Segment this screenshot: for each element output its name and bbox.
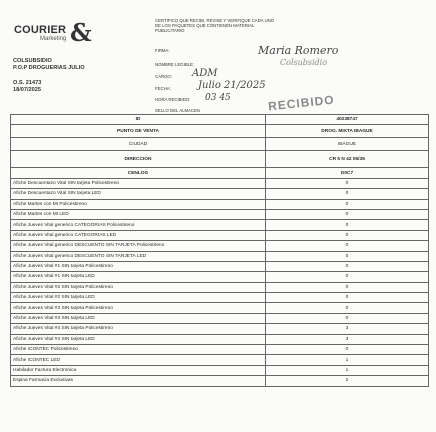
item-qty: 0 bbox=[266, 272, 429, 282]
fecha-label: FECHA: bbox=[155, 86, 171, 91]
row-direccion bbox=[11, 151, 429, 168]
item-name: Afiche Jueves Vital generico CATEGORIAS LED bbox=[11, 230, 266, 240]
table-row bbox=[11, 365, 429, 375]
dir-value: CR 5 N 42 05/36 bbox=[266, 151, 429, 168]
nombre-label: NOMBRE LEGIBLE: bbox=[155, 62, 195, 67]
item-qty: 3 bbox=[266, 334, 429, 344]
item-qty: 0 bbox=[266, 261, 429, 271]
table-row bbox=[11, 282, 429, 292]
order-info bbox=[13, 58, 85, 94]
table-row bbox=[11, 209, 429, 219]
item-name: Espina Farmacia Exclusivas bbox=[11, 376, 266, 386]
item-name: Afiche ICONTEC LED bbox=[11, 355, 266, 365]
table-row bbox=[11, 261, 429, 271]
cenlog-value: D0C7 bbox=[266, 168, 429, 178]
item-name: Afiche Descuentazo Vital SIN tarjeta LED bbox=[11, 189, 266, 199]
handwritten-signature: Maria Romero bbox=[258, 44, 339, 57]
item-qty: 1 bbox=[266, 365, 429, 375]
row-punto-venta bbox=[11, 125, 429, 138]
item-name: Afiche Jueves Vital generico CATEGORIAS Policestireno bbox=[11, 220, 266, 230]
table-row bbox=[11, 345, 429, 355]
stamp-colsubsidio: Colsubsidio bbox=[280, 58, 328, 67]
item-qty: 0 bbox=[266, 282, 429, 292]
cenlog-label: CENLOG bbox=[11, 168, 266, 178]
firma-label: FIRMA: bbox=[155, 48, 170, 53]
project-name: P.O.P DROGUERIAS JULIO bbox=[13, 65, 85, 71]
ciudad-label: CIUDAD bbox=[11, 138, 266, 151]
table-row bbox=[11, 189, 429, 199]
table-row bbox=[11, 220, 429, 230]
item-name: Afiche Jueves Vital #4 SIN tarjeta Policestireno bbox=[11, 324, 266, 334]
item-name: Afiche Jueves Vital #2 SIN tarjeta Policestireno bbox=[11, 282, 266, 292]
ciudad-value: IBAGUE bbox=[266, 138, 429, 151]
certificate-text: CERTIFICO QUE RECIBI, REVISE Y VERIFIQUE CADA UNO DE LOS PAQUETES QUE CONTIENEN MATERIAL PUBLICITARIO bbox=[155, 18, 275, 34]
courier-logo bbox=[14, 18, 92, 47]
item-qty: 0 bbox=[266, 303, 429, 313]
item-qty: 1 bbox=[266, 355, 429, 365]
pv-value: DROG. MIXTA IBAGUE bbox=[266, 125, 429, 138]
item-qty: 2 bbox=[266, 376, 429, 386]
id-value: 40238747 bbox=[266, 115, 429, 125]
item-qty: 0 bbox=[266, 313, 429, 323]
table-row bbox=[11, 324, 429, 334]
table-row bbox=[11, 272, 429, 282]
table-row bbox=[11, 293, 429, 303]
table-row bbox=[11, 241, 429, 251]
order-date: 18/07/2025 bbox=[13, 87, 41, 93]
logo-sub: Marketing bbox=[40, 36, 67, 42]
item-qty: 0 bbox=[266, 178, 429, 188]
table-row bbox=[11, 303, 429, 313]
hora-label: HORA RECIBIDO: bbox=[155, 97, 191, 102]
item-qty: 0 bbox=[266, 241, 429, 251]
item-name: Afiche Jueves Vital #1 SIN tarjeta LED bbox=[11, 272, 266, 282]
table-row bbox=[11, 230, 429, 240]
item-qty: 0 bbox=[266, 199, 429, 209]
table-row bbox=[11, 251, 429, 261]
item-name: Afiche Jueves Vital #4 SIN tarjeta LED bbox=[11, 334, 266, 344]
item-name: Afiche Descuentazo Vital SIN tarjeta Policestireno bbox=[11, 178, 266, 188]
item-name: Afiche Jueves Vital generico DESCUENTO SIN TARJETA LED bbox=[11, 251, 266, 261]
handwritten-hora: 03 45 bbox=[205, 93, 231, 103]
cargo-label: CARGO: bbox=[155, 74, 172, 79]
logo-ampersand: & bbox=[70, 18, 92, 47]
item-name: Habilador Factura Electronica bbox=[11, 365, 266, 375]
item-qty: 3 bbox=[266, 324, 429, 334]
table-row bbox=[11, 334, 429, 344]
item-qty: 0 bbox=[266, 209, 429, 219]
item-name: Afiche Jueves Vital #3 SIN tarjeta LED bbox=[11, 313, 266, 323]
table-row bbox=[11, 376, 429, 386]
pv-label: PUNTO DE VENTA bbox=[11, 125, 266, 138]
item-name: Afiche Martes con MI LED bbox=[11, 209, 266, 219]
handwritten-fecha: Julio 21/2025 bbox=[198, 80, 266, 91]
item-name: Afiche ICONTEC Policestireno bbox=[11, 345, 266, 355]
table-row bbox=[11, 355, 429, 365]
sello-label: SELLO DEL ALMACEN bbox=[155, 108, 200, 113]
client-name: COLSUBSIDIO bbox=[13, 58, 52, 64]
handwritten-cargo: ADM bbox=[192, 68, 218, 79]
id-label: ID bbox=[11, 115, 266, 125]
table-row bbox=[11, 178, 429, 188]
row-id bbox=[11, 115, 429, 125]
item-qty: 0 bbox=[266, 189, 429, 199]
item-name: Afiche Jueves Vital #1 SIN tarjeta Policestireno bbox=[11, 261, 266, 271]
order-number: O.S. 21473 bbox=[13, 80, 42, 86]
logo-brand: COURIER bbox=[14, 24, 67, 36]
row-cenlog bbox=[11, 168, 429, 178]
item-qty: 0 bbox=[266, 220, 429, 230]
received-stamp: RECIBIDO bbox=[267, 92, 336, 114]
item-qty: 0 bbox=[266, 230, 429, 240]
dir-label: DIRECCION bbox=[11, 151, 266, 168]
item-name: Afiche Jueves Vital #3 SIN tarjeta Policestireno bbox=[11, 303, 266, 313]
row-ciudad bbox=[11, 138, 429, 151]
item-name: Afiche Martes con MI Policestireno bbox=[11, 199, 266, 209]
item-qty: 0 bbox=[266, 293, 429, 303]
table-row bbox=[11, 199, 429, 209]
item-name: Afiche Jueves Vital #2 SIN tarjeta LED bbox=[11, 293, 266, 303]
delivery-table bbox=[10, 114, 429, 387]
item-qty: 0 bbox=[266, 251, 429, 261]
table-row bbox=[11, 313, 429, 323]
item-name: Afiche Jueves Vital generico DESCUENTO SIN TARJETA Policestireno bbox=[11, 241, 266, 251]
item-qty: 0 bbox=[266, 345, 429, 355]
